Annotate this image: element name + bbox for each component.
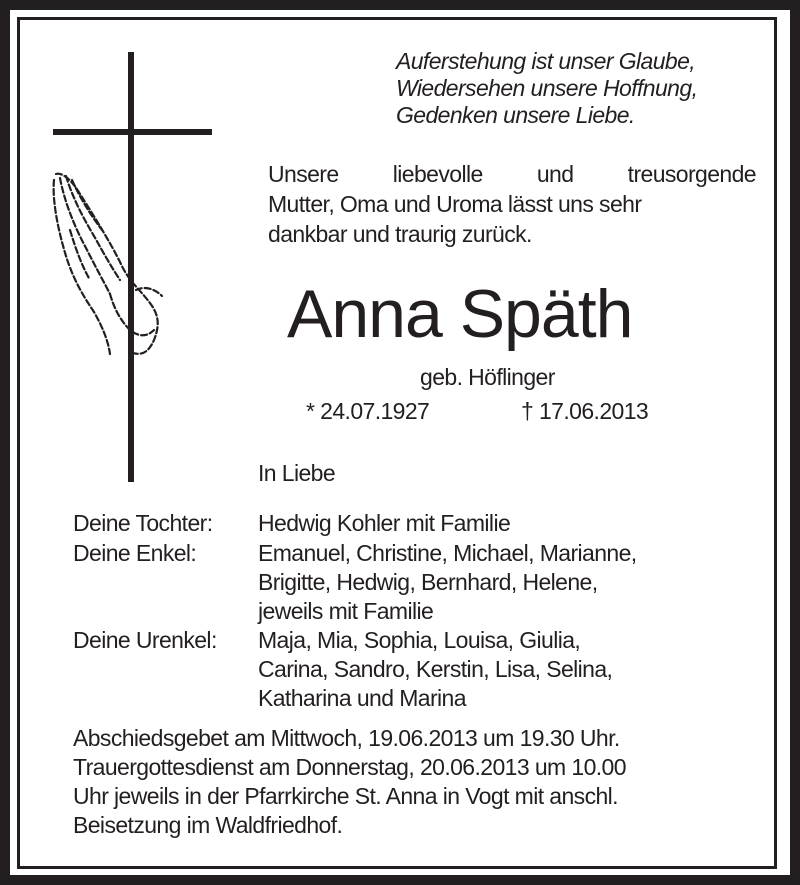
family-names: jeweils mit Familie: [258, 598, 434, 624]
family-names: Katharina und Marina: [258, 685, 466, 711]
intro-line: Unsere liebevolle und treusorgende: [268, 161, 756, 187]
family-label: Deine Urenkel:: [73, 627, 217, 653]
family-names: Brigitte, Hedwig, Bernhard, Helene,: [258, 569, 598, 595]
intro-line: Mutter, Oma und Uroma lässt uns sehr: [268, 191, 642, 217]
verse-line: Auferstehung ist unser Glaube,: [396, 48, 696, 74]
family-names: Emanuel, Christine, Michael, Marianne,: [258, 540, 637, 566]
praying-hands-icon: [50, 170, 170, 360]
in-love: In Liebe: [258, 460, 336, 486]
service-line: Beisetzung im Waldfriedhof.: [73, 812, 343, 838]
verse-line: Gedenken unsere Liebe.: [396, 102, 635, 128]
cross-icon-bar: [53, 129, 212, 135]
birth-name: geb. Höflinger: [420, 364, 555, 390]
intro-line: dankbar und traurig zurück.: [268, 221, 532, 247]
family-names: Maja, Mia, Sophia, Louisa, Giulia,: [258, 627, 581, 653]
service-line: Trauergottesdienst am Donnerstag, 20.06.2013 um 10.00: [73, 754, 626, 780]
deceased-name: Anna Späth: [287, 276, 633, 352]
family-names: Hedwig Kohler mit Familie: [258, 510, 511, 536]
service-line: Abschiedsgebet am Mittwoch, 19.06.2013 um 19.30 Uhr.: [73, 725, 620, 751]
service-line: Uhr jeweils in der Pfarrkirche St. Anna in Vogt mit anschl.: [73, 783, 618, 809]
family-label: Deine Tochter:: [73, 510, 213, 536]
verse-line: Wiedersehen unsere Hoffnung,: [396, 75, 698, 101]
birth-date: * 24.07.1927: [306, 398, 430, 424]
family-names: Carina, Sandro, Kerstin, Lisa, Selina,: [258, 656, 613, 682]
family-label: Deine Enkel:: [73, 540, 197, 566]
death-date: † 17.06.2013: [521, 398, 649, 424]
